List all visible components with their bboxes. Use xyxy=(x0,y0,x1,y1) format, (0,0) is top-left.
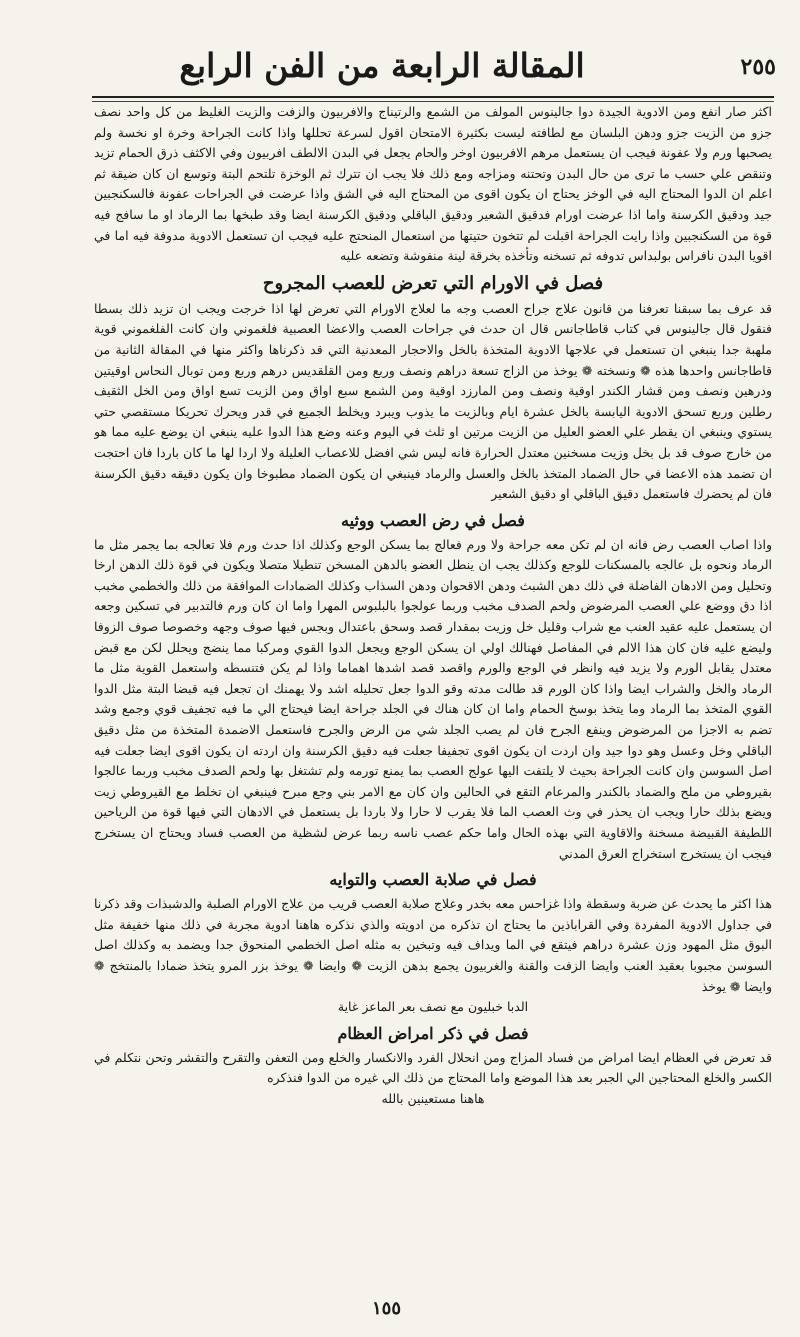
page-header xyxy=(46,40,778,90)
section-heading: فصل في الاورام التي تعرض للعصب المجروح xyxy=(262,272,604,294)
paragraph: اكثر صار انفع ومن الادوية الجيدة دوا جالينوس المولف من الشمع والرتيناج والافربيون والزفت والزيت الغليظ من كل واحد نصف جزو من الزيت جزو ودهن البلسان مع لطافته ليست بكثيرة الامتحان اقول لسرعة تحللها واذا كانت الجراحة وخرة او نخسة ولم يصحبها ورم ولا عفونة فيجب ان يستعمل مرهم الافربيون اوخر والحام يجعل في البدن الالطف افربيون وفي الاكثف ذرق الحمام تزيد وتنقص علي حسب ما ترى من حال البدن وتحتنه ومزاجه ومع ذلك فلا يجب ان تترك ثم الوخزة تلتحم البتة وتوسع ان كان ضيقة ثم اعلم ان الدوا المحتاج اليه في الوخز يحتاج ان يكون اقوى من المحتاج اليه في الشق واذا عرضت في الجراحات عفونة فالسكنجبين جيد ودقيق الكرسنة واما اذا عرضت اورام فدقيق الشعير ودقيق الباقلي ودقيق الكرسنة ايضا وقد طبخها بما الرماد او ما سافج فيه قوة من السكنجبين واذا رايت الجراحة اقبلت لم تتخون حتيتها من استعمال المنحتج عليه فيجب ان تستعمل الادوية مدوفة فيه اما في اقويا البدن نافراس بولبداس تدوفه ثم تسخنه وتأخذه بخرقة لينة منفوشة وتضعه عليه xyxy=(94,104,772,264)
section-heading: فصل في رض العصب ووثيه xyxy=(341,510,525,530)
page-number-bottom: ١٥٥ xyxy=(372,1298,402,1319)
paragraph: قد تعرض في العظام ايضا امراض من فساد المزاج ومن انحلال الفرد والانكسار والخلع ومن التعفن والتقرح والتقشر وتحن نتكلم في الكسر والخلع المحتاجين الي الجبر بعد هذا الموضع واما المحتاج من ذلك الي غيره من الدوا فنذكره xyxy=(94,1049,772,1086)
paragraph: واذا اصاب العصب رض فانه ان لم تكن معه جراحة ولا ورم فعالج بما يسكن الوجع وكذلك اذا حدث ورم فلا تعالجه بما يجمر مثل ما الرماد ونحوه بل عالجه بالمسكنات للوجع وكذلك يجب ان ينطل العضو بالدهن المسخن تنطيلا متصلا ويكون في قوة ذلك الدهن ارخا وتحليل ومن الادهان الفاضلة في ذلك دهن الشبث ودهن الاقحوان ودهن السذاب وكذلك الضمادات الموافقة من ذلك والخطمي مخبب اذا دق ووضع علي العصب المرضوض ولحم الصدف مخبب وربما عولجوا بالبلبوس المهرا واما ان كان ورم فالتدبير في تسكين وجعه ان يستعمل عليه عقيد العنب مع شراب وقليل خل وزيت بمقدار قصد وسحق باعتدال وبجس فيها صوف وجهه وخصوصا صوف الزوفا وليضع عليه فان كان هذا الالم في المفاصل فهنالك اولي ان يسكن الوجع ويجعل الدوا القوي ومركبا مما ينضج ويحلل لكن مع قبض معتدل يقابل الورم ولا يزيد فيه وانظر في الوجع والورم واقصد قصد اشدها اهماما واذا لم يكن فتنسطه واستعمل القوية مثل ما الرماد والخل والشراب ايضا واذا كان الورم قد طالت مدته وقو الدوا جعل تحليله اشد ولا يهمنك ان تجعل فيه قبضا البتة مثل الدوا القوي المتخذ بما الرماد وما يتخذ بوسخ الحمام واما ان كان هناك في الجلد جراحة ايضا فيحتاج الي ما فيه تجفيف قوي وجمع وشد تضم به الاجزا من المرضوض وينفع الجرح فان لم يصب الجلد شي من الرض والجرح فاستعمل الاضمدة المتخذة من مثل دقيق الباقلي وخل وعسل وهو دوا جيد وان اردت ان يكون اقوى تجفيفا جعلت فيه دقيق الكرسنة وان اردته ان يكون اقوى ايضا جعلت فيه اصل السوسن وان كانت الجراحة بحيث لا يلتفت اليها عولج العصب بما يمنع تورمه ولم تشتغل بها ولحم الصدف مخبب وربما عالجوا بقيروطي من ملح والضماد بالكندر والمرعام التقع في الحالين وان كان مع الامر بني وجع مبرح فينبغي ان تخلط مع القيروطي زيت ويضع بذلك حارا ويجب ان يحذر في وث العصب الما فلا يقرب لا حارا ولا باردا بل يستعمل في الادهان التي فيها قوة من الرياحين اللطيفة القبيضة مسخنة والاقاوية التي بهذه الحال واما حكم عصب ناسه ربما عرض لشظية من العصب فساد ويحتاج ان يستخرج فيجب ان يستخرج استخراج العرق المدني xyxy=(94,536,772,861)
section-heading: فصل في ذكر امراض العظام xyxy=(337,1023,529,1043)
paragraph: قد عرف بما سبقنا تعرفنا من قانون علاج جراح العصب وجه ما لعلاج الاورام التي تعرض لها اذا خرجت ويجب ان تزيد ذلك بسطا فنقول قال جالينوس في كتاب قاطاجانس قال ان حدث في جراحات العصب والاعضا العصبية فلغموني وان كانت الفلغموني قوية ملهبة جدا ينبغي ان تستعمل في علاجها الادوية المتخذة بالخل والاحجار المعدنية التي قد ذكرناها واكثر منها في المقالة الثانية من قاطاجانس واحدها هذه ❁ ونسخته ❁ يوخذ من الزاج تسعة دراهم ونصف وربع ومن القلقديس درهم وربع ومن توبال النحاس اوقيتين ودرهين ونصف ومن قشار الكندر اوقية ونصف ومن المارزد اوقية ومن الشمع سبع اواق ومن الزيت تسع اواق ومن الخل الثقيف رطلين وربع تسحق الادوية اليابسة بالخل عشرة ايام وبالزيت ما يذوب ويبرد ويخلط الجميع في قدر ويحرك تحريكا مستقصي حتي يستوي وينبغي ان يقطر علي العضو العليل من الزيت مرتين او ثلث في اليوم وعنه وضع هذا الدوا عليه ينبغي ان يوضع عليه مما هو من خارج صوف قد بل بخل وزيت مسخنين معتدل الحرارة فانه ليس شي افضل للاعصاب العليلة ولا اردا لها ما كان باردا فان احتجت ان تضمد هذه الاعضا في حال الضماد المتخذ بالخل والعسل والرماد فينبغي ان يكون الضماد مطبوخا وان يكون دقيقه دقيق الكرسنة فان لم يحضرك فاستعمل دقيق الباقلي او دقيق الشعير xyxy=(94,300,772,502)
page-body xyxy=(94,102,772,1287)
paragraph: هذا اكثر ما يحدث عن ضربة وسقطة واذا غزاحس معه بخدر وعلاج صلابة العصب قريب من علاج الاورام الصلبة والدشبذات وقد ذكرنا في جداول الادوية المفردة وفي القراباذين ما يحتاج ان تذكره من ادويته والذي نذكره هاهنا ادوية مجربة في ذلك منها خفيفة مثل البوق مثل المهود وزن عشرة دراهم فيتقع في الما ويداف فيه وتبخين به مثله اصل الخطمي المنحوق جدا ويضمد به وكذلك اصل السوسن مجبوبا بعقيد العنب وايضا الزفت والقنة والغربيون يجمع بدهن الزيت ❁ وايضا ❁ يوخذ بزر المرو يتخذ ضمادا بالمنتخج ❁ وايضا ❁ يوخذ xyxy=(94,896,772,994)
section-heading: فصل في صلابة العصب والتوايه xyxy=(329,870,537,890)
paragraph: الدبا خبليون مع نصف بعر الماعز غاية xyxy=(337,999,529,1015)
page-number-top: ٢٥٥ xyxy=(740,54,776,80)
running-title: المقالة الرابعة من الفن الرابع xyxy=(179,46,585,85)
header-rule xyxy=(92,96,774,98)
paragraph: هاهنا مستعينين بالله xyxy=(381,1090,485,1106)
